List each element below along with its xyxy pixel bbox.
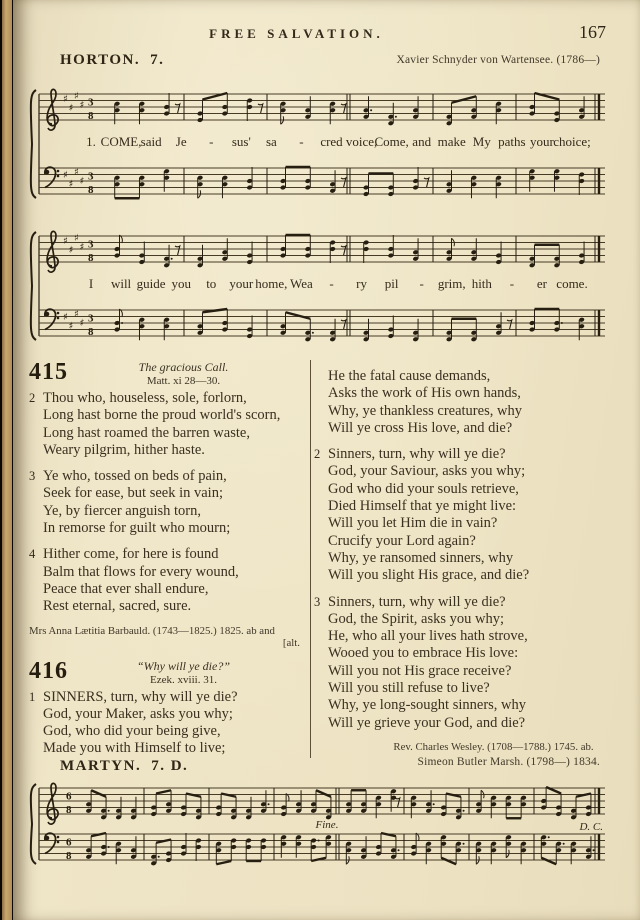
hymn-416-verses-right — [314, 368, 613, 732]
fine-label: Fine. — [315, 819, 339, 831]
hymn-text-columns — [29, 360, 613, 758]
da-capo-label: D. C. — [579, 821, 603, 833]
lyric-token: cred — [320, 134, 343, 149]
hymn-416-attribution: Rev. Charles Wesley. (1708—1788.) 1745. ab. — [393, 740, 594, 753]
lyric-token: your — [530, 134, 554, 149]
lyric-token: - — [209, 134, 214, 149]
lyric-token: said — [140, 134, 162, 149]
verse-line: In remorse for guilt who mourn; — [43, 520, 231, 537]
verse-line: Will you still refuse to live? — [328, 680, 490, 697]
lyric-token: grim, — [437, 276, 466, 291]
verse-line: Will you slight His grace, and die? — [328, 567, 530, 584]
hymn-number-415: 415 — [29, 359, 68, 385]
svg-text:3: 3 — [88, 238, 94, 251]
verse-lines — [43, 689, 304, 758]
page — [13, 0, 640, 920]
verse-number: 3 — [29, 469, 36, 484]
composer-credit-horton: Xavier Schnyder von Wartensee. (1786—) — [396, 54, 600, 66]
svg-text:♯: ♯ — [74, 167, 79, 178]
lyric-token: come. — [556, 276, 588, 291]
verse-line: He the fatal cause demands, — [328, 368, 491, 384]
lyric-token: choice; — [553, 134, 591, 149]
svg-text:♯: ♯ — [74, 233, 79, 244]
lyric-token: you — [171, 276, 191, 291]
tune-name: MARTYN. — [60, 758, 142, 774]
tune-meter: 7. D. — [151, 758, 189, 774]
lyric-token: - — [509, 276, 515, 291]
horton-score-system-1 — [27, 84, 611, 208]
verse-line: Hither come, for here is found — [43, 546, 219, 563]
verse — [314, 594, 613, 732]
lyric-token: Come, — [374, 134, 409, 149]
hymn-415-verses — [29, 390, 304, 616]
lyric-token: 1. — [86, 134, 96, 149]
verse-line: Ye, by fiercer anguish torn, — [43, 502, 201, 519]
verse-lines — [328, 594, 613, 732]
lyric-token: Wea — [290, 276, 313, 291]
verse-line: Balm that flows for every wound, — [43, 563, 239, 580]
svg-text:8: 8 — [88, 252, 94, 264]
lyric-token: hith — [471, 276, 492, 291]
verse-number — [314, 368, 328, 437]
lyric-token: your — [229, 276, 254, 291]
verse — [29, 468, 304, 537]
verse-line: Sinners, turn, why will ye die? — [328, 446, 506, 463]
lyric-token: will — [110, 276, 132, 291]
verse-line: God, who did your being give, — [43, 723, 221, 740]
svg-text:♯: ♯ — [68, 245, 74, 256]
svg-text:6: 6 — [66, 836, 72, 849]
svg-text:♯: ♯ — [63, 94, 68, 105]
verse-lines — [328, 446, 613, 584]
verse-line: Long hast roamed the barren waste, — [43, 424, 250, 441]
hymn-415-title: The gracious Call. — [138, 360, 229, 374]
lyric-token: home, — [255, 276, 288, 291]
hymn-415-titles — [81, 360, 304, 387]
svg-text:3: 3 — [88, 312, 94, 325]
lyric-token: paths — [498, 134, 526, 149]
svg-text:♯: ♯ — [79, 100, 85, 111]
horton-score-system-2 — [27, 226, 611, 350]
verse-line: SINNERS, turn, why will ye die? — [43, 688, 238, 705]
verse-number: 2 — [29, 391, 36, 405]
right-column — [311, 360, 613, 758]
verse — [314, 446, 613, 584]
verse-line: Long hast borne the proud world's scorn, — [43, 407, 281, 424]
lyric-token: My — [472, 134, 491, 149]
hymn-416-heading — [29, 659, 304, 686]
verse-line: Will ye grieve your God, and die? — [328, 714, 526, 731]
svg-text:♯: ♯ — [79, 242, 85, 253]
lyric-token: to — [206, 276, 217, 291]
tune-title-horton — [60, 52, 164, 69]
verse-lines — [328, 368, 613, 437]
verse-line: God who did your souls retrieve, — [328, 480, 519, 497]
hymn-415-scripture-ref: Matt. xi 28—30. — [146, 375, 221, 387]
verse-number: 4 — [29, 547, 36, 562]
verse-line: Why, ye long-sought sinners, why — [328, 697, 527, 714]
book-binding-edge — [2, 0, 12, 920]
lyric-token: Je — [175, 134, 187, 149]
verse-number: 2 — [314, 447, 321, 462]
verse-line: Seek for ease, but seek in vain; — [43, 485, 223, 502]
lyric-token: ry — [356, 276, 367, 291]
verse-number: 3 — [314, 594, 321, 609]
running-title: FREE SALVATION. — [209, 26, 384, 41]
verse-line: Asks the work of His own hands, — [328, 385, 521, 402]
svg-text:♯: ♯ — [63, 312, 68, 323]
verse-line: Will you not His grace receive? — [328, 662, 512, 679]
verse — [29, 546, 304, 615]
verse-line: God, your Maker, asks you why; — [43, 705, 233, 722]
hymn-416-title: “Why will ye die?” — [137, 658, 230, 673]
verse — [29, 390, 304, 459]
verse-line: Why, ye thankless creatures, why — [328, 402, 522, 419]
lyric-token: - — [299, 134, 304, 149]
lyric-token: er — [536, 276, 547, 291]
verse-line: Rest eternal, sacred, sure. — [43, 598, 192, 615]
lyric-token: and — [412, 134, 432, 149]
svg-text:♯: ♯ — [74, 309, 79, 320]
verse-line: Made you with Himself to live; — [43, 740, 226, 757]
svg-text:8: 8 — [88, 326, 94, 338]
svg-text:8: 8 — [66, 850, 72, 862]
hymn-416-titles — [81, 659, 304, 686]
svg-text:8: 8 — [88, 110, 94, 122]
verse-line: He, who all your lives hath strove, — [328, 628, 528, 645]
lyric-token: voice, — [345, 134, 378, 149]
page-number: 167 — [579, 22, 606, 42]
svg-text:♯: ♯ — [63, 236, 68, 247]
verse-line: God, your Saviour, asks you why; — [328, 463, 526, 480]
verse-line: Ye who, tossed on beds of pain, — [43, 468, 227, 485]
verse — [314, 368, 613, 437]
composer-credit-martyn: Simeon Butler Marsh. (1798—) 1834. — [417, 756, 600, 768]
svg-text:♯: ♯ — [79, 176, 85, 187]
lyric-token: pil — [384, 276, 399, 291]
svg-text:♯: ♯ — [74, 91, 79, 102]
lyric-token: sa — [265, 134, 277, 149]
svg-text:3: 3 — [88, 96, 94, 109]
verse-line: Peace that ever shall endure, — [43, 580, 209, 597]
hymn-416-verses-left — [29, 689, 304, 758]
lyric-token: make — [437, 134, 466, 149]
verse-line: Thou who, houseless, sole, forlorn, — [43, 390, 247, 406]
verse-line: Will you let Him die in vain? — [328, 515, 498, 532]
left-column — [29, 360, 311, 758]
verse-line: Crucify your Lord again? — [328, 532, 476, 549]
lyric-token: sus' — [231, 134, 251, 149]
verse-line: Why, ye ransomed sinners, why — [328, 549, 514, 566]
hymn-415-heading — [29, 360, 304, 387]
svg-text:8: 8 — [66, 804, 72, 816]
verse-lines — [43, 390, 304, 459]
hymn-number-416: 416 — [29, 657, 68, 684]
tune-title-martyn — [60, 758, 188, 775]
svg-text:♯: ♯ — [63, 170, 68, 181]
lyric-token: I — [88, 276, 94, 291]
hymn-415-attribution: Mrs Anna Lætitia Barbauld. (1743—1825.) 1825. ab and [alt. — [29, 624, 300, 649]
tune-name: HORTON. — [60, 52, 141, 68]
lyric-token: guide — [136, 276, 166, 291]
svg-text:♯: ♯ — [68, 179, 74, 190]
verse-lines — [43, 468, 304, 537]
martyn-score-system — [27, 778, 611, 876]
lyric-token: - — [329, 276, 334, 291]
verse-lines — [43, 546, 304, 615]
verse-line: Wooed you to embrace His love: — [328, 645, 519, 662]
lyric-token: - — [419, 276, 424, 291]
tune-meter: 7. — [150, 52, 165, 68]
svg-text:3: 3 — [88, 170, 94, 183]
verse — [29, 689, 304, 758]
svg-text:♯: ♯ — [68, 321, 74, 332]
verse-line: Will ye cross His love, and die? — [328, 419, 513, 436]
verse-line: Weary pilgrim, hither haste. — [43, 441, 205, 458]
svg-text:♯: ♯ — [68, 103, 74, 114]
hymn-416-scripture-ref: Ezek. xviii. 31. — [150, 673, 217, 686]
verse-number: 1 — [29, 689, 36, 704]
verse-line: Sinners, turn, why will ye die? — [328, 593, 506, 610]
verse-line: Died Himself that ye might live: — [328, 498, 517, 515]
verse-line: God, the Spirit, asks you why; — [328, 610, 505, 627]
lyric-token: COME, — [100, 134, 142, 149]
svg-text:6: 6 — [66, 790, 72, 803]
svg-text:♯: ♯ — [79, 318, 85, 329]
svg-text:8: 8 — [88, 184, 94, 196]
